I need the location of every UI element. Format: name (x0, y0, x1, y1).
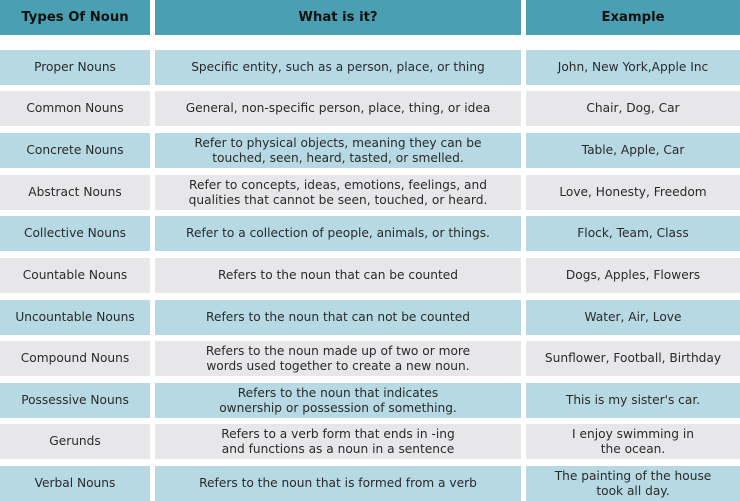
noun-type-cell-common-nouns: Common Nouns (0, 91, 150, 126)
noun-type-cell-verbal-nouns: Verbal Nouns (0, 466, 150, 501)
example-cell-compound-nouns: Sunflower, Football, Birthday (526, 341, 740, 376)
noun-type-cell-compound-nouns: Compound Nouns (0, 341, 150, 376)
header-example: Example (526, 0, 740, 35)
noun-type-cell-collective-nouns: Collective Nouns (0, 216, 150, 251)
noun-type-cell-uncountable-nouns: Uncountable Nouns (0, 300, 150, 335)
definition-cell-common-nouns: General, non-specific person, place, thing, or idea (155, 91, 521, 126)
example-cell-gerunds: I enjoy swimming in the ocean. (526, 424, 740, 459)
example-cell-proper-nouns: John, New York,Apple Inc (526, 50, 740, 85)
example-cell-common-nouns: Chair, Dog, Car (526, 91, 740, 126)
definition-cell-uncountable-nouns: Refers to the noun that can not be counted (155, 300, 521, 335)
definition-cell-possessive-nouns: Refers to the noun that indicates ownership or possession of something. (155, 383, 521, 418)
example-cell-collective-nouns: Flock, Team, Class (526, 216, 740, 251)
noun-type-cell-concrete-nouns: Concrete Nouns (0, 133, 150, 168)
definition-cell-compound-nouns: Refers to the noun made up of two or more words used together to create a new noun. (155, 341, 521, 376)
example-cell-possessive-nouns: This is my sister's car. (526, 383, 740, 418)
definition-cell-countable-nouns: Refers to the noun that can be counted (155, 258, 521, 293)
example-cell-abstract-nouns: Love, Honesty, Freedom (526, 175, 740, 210)
noun-type-cell-gerunds: Gerunds (0, 424, 150, 459)
example-cell-verbal-nouns: The painting of the house took all day. (526, 466, 740, 501)
header-what-is-it: What is it? (155, 0, 521, 35)
header-types-of-noun: Types Of Noun (0, 0, 150, 35)
definition-cell-verbal-nouns: Refers to the noun that is formed from a verb (155, 466, 521, 501)
example-cell-concrete-nouns: Table, Apple, Car (526, 133, 740, 168)
example-cell-uncountable-nouns: Water, Air, Love (526, 300, 740, 335)
definition-cell-proper-nouns: Specific entity, such as a person, place, or thing (155, 50, 521, 85)
example-cell-countable-nouns: Dogs, Apples, Flowers (526, 258, 740, 293)
noun-type-cell-proper-nouns: Proper Nouns (0, 50, 150, 85)
definition-cell-gerunds: Refers to a verb form that ends in -ing and functions as a noun in a sentence (155, 424, 521, 459)
noun-type-cell-countable-nouns: Countable Nouns (0, 258, 150, 293)
noun-type-cell-possessive-nouns: Possessive Nouns (0, 383, 150, 418)
definition-cell-concrete-nouns: Refer to physical objects, meaning they can be touched, seen, heard, tasted, or smelled. (155, 133, 521, 168)
noun-type-cell-abstract-nouns: Abstract Nouns (0, 175, 150, 210)
definition-cell-abstract-nouns: Refer to concepts, ideas, emotions, feelings, and qualities that cannot be seen, touched, or heard. (155, 175, 521, 210)
definition-cell-collective-nouns: Refer to a collection of people, animals, or things. (155, 216, 521, 251)
